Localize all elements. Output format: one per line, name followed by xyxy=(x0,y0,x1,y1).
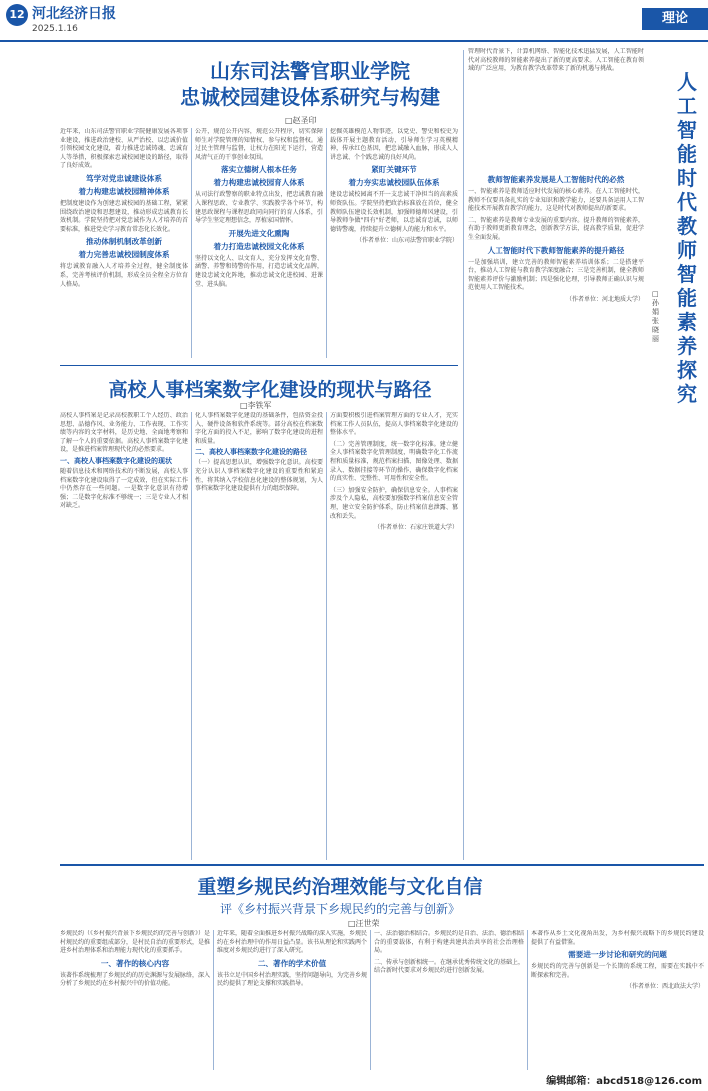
column-divider xyxy=(326,128,327,358)
article4-col1b-text: 该著作系统梳理了乡规民约的历史渊源与发展脉络，深入分析了乡规民约在乡村振兴中的价值功能。 xyxy=(60,971,210,988)
article1-col3b-text: 建设忠诚校园离不开一支忠诚干净担当的高素质师资队伍。学院坚持把政治标准放在首位，健全教师队伍建设长效机制，加强师德师风建设，引导教师争做"四有"好老师，以忠诚育忠诚，以师德铸警魂，持续提升立德树人的能力和水平。 xyxy=(330,191,458,233)
issue-date: 2025.1.16 xyxy=(32,24,78,34)
article4-subhead-b: 二、著作的学术价值 xyxy=(257,958,327,968)
article1-subhead-d: 开展先进文化熏陶 xyxy=(228,228,290,238)
article3-col1c-text: 二、智能素养是教师专业发展的重要内容。提升教师的智能素养，有助于教师更新教育理念，创新教学方法，提高教学质量，促进学生全面发展。 xyxy=(468,216,644,241)
article2-title: 高校人事档案数字化建设的现状与路径 xyxy=(108,379,432,401)
article1-subhead-e2: 着力夯实忠诚校园队伍体系 xyxy=(348,178,440,188)
article4-byline: □汪世荣 xyxy=(348,919,380,928)
article4-col4b-text: 乡规民约的完善与创新是一个长期的系统工程，需要在实践中不断探索和完善。 xyxy=(531,963,704,979)
column-divider xyxy=(213,930,214,1070)
article1-col1 xyxy=(60,128,188,358)
article4-title: 重塑乡规民约治理效能与文化自信 xyxy=(197,876,483,898)
article3-subhead-a: 教师智能素养发展是人工智能时代的必然 xyxy=(487,175,625,184)
article2-col3b-text: （二）完善管理制度，统一数字化标准。建立健全人事档案数字化管理制度，明确数字化工作流程和质量标准，规范档案扫描、图像处理、数据录入、数据挂接等环节的操作，确保数字化档案的真实性、完整性、可用性和安全性。 xyxy=(330,440,458,483)
article2-byline: □李铁军 xyxy=(240,401,272,410)
column-divider xyxy=(527,930,528,1070)
article2-col1-text: 高校人事档案是记录高校教职工个人经历、政治思想、品德作风、业务能力、工作表现、工作实绩等内容的文字材料，是历史地、全面地考察和了解一个人的重要依据。高校人事档案数字化建设，是推进档案管理现代化的必然要求。 xyxy=(60,412,188,454)
article4-subhead-c: 需要进一步讨论和研究的问题 xyxy=(568,950,667,960)
article3-subhead-b: 人工智能时代下教师智能素养的提升路径 xyxy=(487,245,625,255)
article1-title-line1: 山东司法警官职业学院 xyxy=(210,59,410,83)
article2-col3 xyxy=(330,412,458,860)
article1-col1-text: 近年来，山东司法警官职业学院健康发展各项事业建设，推进政治建校、从严治校、以忠诚价值引领校园文化建设，着力推进忠诚铸魂、忠诚育人等举措，积极探索忠诚校园建设的路径，取得了良好成效。 xyxy=(60,128,188,170)
column-divider xyxy=(370,930,371,1070)
article4-col4-text: 本著作从乡土文化视角出发，为乡村振兴战略下的乡规民约建设提供了有益借鉴。 xyxy=(531,930,704,946)
article4-col3-text: 一、法治德治相结合。乡规民约是自治、法治、德治相结合的重要载体，有利于构建共建共治共享的社会治理格局。 xyxy=(374,930,524,955)
article1-title-line2: 忠诚校园建设体系研究与构建 xyxy=(180,85,440,109)
article2-col1b-text: 随着信息技术和网络技术的不断发展，高校人事档案数字化建设取得了一定成效，但在实际工作中仍然存在一些问题。一是数字化意识有待增强；二是数字化标准不够统一；三是专业人才相对缺乏。 xyxy=(60,467,188,510)
page-number: 12 xyxy=(6,4,28,26)
article2-col1 xyxy=(60,412,188,860)
article3-col-top xyxy=(468,48,644,168)
column-divider xyxy=(191,128,192,358)
editor-email: 编辑邮箱：abcd518@126.com xyxy=(546,1076,702,1087)
article1-subhead-c: 落实立德树人根本任务 xyxy=(221,165,297,175)
article1-author-note: （作者单位：山东司法警官职业学院） xyxy=(355,237,458,245)
section-rule xyxy=(60,864,704,866)
article3-col1d-text: 一是加强培训，建立完善的教师智能素养培训体系；二是搭建平台，推动人工智能与教育教学深度融合；三是完善机制，健全教师智能素养评价与激励机制；四是强化伦理，引导教师正确认识与规范使用人工智能技术。 xyxy=(468,258,644,292)
article2-col3c-text: （三）加强安全防护，确保信息安全。人事档案涉及个人隐私，高校要加强数字档案信息安全管理，建立安全防护体系，防止档案信息泄露、篡改和丢失。 xyxy=(330,486,458,520)
article4-col1-text: 乡规民约（《乡村振兴背景下乡规民约的完善与创新》）是村规民约的重要组成部分，是村民自治的重要形式，是推进乡村治理体系和治理能力现代化的重要抓手。 xyxy=(60,930,210,955)
article2-col2-text: 化人事档案数字化建设的基础条件，包括资金投入、硬件设备和软件系统等。部分高校在档案数字化方面的投入不足，影响了数字化建设的进程和质量。 xyxy=(195,412,323,445)
section-tab: 理论 xyxy=(642,8,708,30)
article2-subhead-b: 二、高校人事档案数字化建设的路径 xyxy=(195,448,307,457)
paper-name: 河北经济日报 xyxy=(32,6,116,22)
article1-subhead-e: 紧盯关键环节 xyxy=(371,165,417,175)
article4-author-note: （作者单位：西北政法大学） xyxy=(625,983,704,991)
article1-subhead-a: 笃学对党忠诚建设体系 xyxy=(86,173,162,183)
article3-body xyxy=(468,172,644,860)
article1-subhead-c2: 着力构建忠诚校园育人体系 xyxy=(213,178,305,188)
article3-col1b-text: 一、智能素养是教师适应时代发展的核心素养。在人工智能时代，教师不仅要具备扎实的专业知识和教学能力，还要具备运用人工智能技术开展教育教学的能力，这是时代对教师提出的新要求。 xyxy=(468,188,644,213)
article1-subhead-d2: 着力打造忠诚校园文化体系 xyxy=(213,241,305,251)
article3-col1-text: 管理时代背景下，计算机网络、智能化技术迅猛发展，人工智能时代对高校教师的智能素养提出了新的更高要求。人工智能在教育领域的广泛应用，为教育教学改革带来了新的机遇与挑战。 xyxy=(468,48,644,73)
article1-title xyxy=(90,58,530,110)
article1-col2c-text: 坚持以文化人、以文育人，充分发挥文化育警、涵警、养警和铸警的作用，打造忠诚文化品牌，建设忠诚文化阵地，推动忠诚文化进校园、进课堂、进头脑。 xyxy=(195,254,323,288)
article1-subhead-b: 推动体制机制改革创新 xyxy=(86,237,162,247)
article1-col3 xyxy=(330,128,458,358)
article1-subhead-a2: 着力构建忠诚校园精神体系 xyxy=(78,186,170,196)
article3-title-block xyxy=(648,70,704,410)
article1-col3-text: 挖掘英雄模范人物事迹，以党史、警史和校史为载体开展主题教育活动，引导师生学习英模精神，传承红色基因，把忠诚融入血脉，形成人人讲忠诚、个个践忠诚的良好风尚。 xyxy=(330,128,458,161)
article2-subhead-a: 一、高校人事档案数字化建设的现状 xyxy=(60,456,172,465)
article4-col1 xyxy=(60,930,210,1070)
article1-byline: □赵圣印 xyxy=(285,116,317,125)
column-divider xyxy=(191,412,192,860)
article2-col3-text: 方面要积极引进档案管理方面的专业人才，充实档案工作人员队伍，提高人事档案数字化建设的整体水平。 xyxy=(330,412,458,437)
section-rule xyxy=(60,365,458,366)
article1-subhead-b2: 着力完善忠诚校园制度体系 xyxy=(78,250,170,260)
article4-col2b-text: 该书立足中国乡村治理实践，坚持问题导向，为完善乡规民约提供了理论支撑和实践指导。 xyxy=(217,971,367,988)
article2-author-note: （作者单位：石家庄铁道大学） xyxy=(373,524,458,532)
article4-col3b-text: 二、传承与创新相统一。在继承优秀传统文化的基础上，结合新时代要求对乡规民约进行创新发展。 xyxy=(374,958,524,975)
article1-col2 xyxy=(195,128,323,358)
article4-subtitle: 评《乡村振兴背景下乡规民约的完善与创新》 xyxy=(219,902,460,916)
article4-col4 xyxy=(531,930,704,1060)
article3-byline: □孙娟 张晓丽 xyxy=(652,290,659,343)
article3-author-note: （作者单位：河北地质大学） xyxy=(565,295,644,303)
article1-col1c-text: 将忠诚教育融入人才培养全过程，健全制度体系，完善考核评价机制，形成全员全程全方位育人格局。 xyxy=(60,263,188,288)
article2-col2b-text: （一）提高思想认识，增强数字化意识。高校要充分认识人事档案数字化建设的重要性和紧迫性，将其纳入学校信息化建设的整体规划，为人事档案数字化建设提供有力的组织保障。 xyxy=(195,459,323,493)
article3-title: 人工智能时代教师智能素养探究 xyxy=(677,70,697,406)
article2-col2 xyxy=(195,412,323,860)
article1-col2b-text: 从司法行政警察的职业特点出发，把忠诚教育融入课程思政、专业教学、实践教学各个环节，构建思政课程与课程思政同向同行的育人体系，引导学生坚定理想信念，厚植家国情怀。 xyxy=(195,191,323,225)
article4-col2-text: 近年来，随着全面推进乡村振兴战略的深入实施，乡规民约在乡村治理中的作用日益凸显。该书从理论和实践两个维度对乡规民约进行了深入研究。 xyxy=(217,930,367,955)
article4-col2 xyxy=(217,930,367,1070)
article1-col2-text: 公开，规范公开内容，规范公开程序，切实保障师生对学院管理的知情权、参与权和监督权。通过民主管理与监督，让权力在阳光下运行，营造风清气正的干事创业氛围。 xyxy=(195,128,323,161)
article1-col1b-text: 把制度建设作为创建忠诚校园的基础工程，紧紧围绕政治建设和思想建设，推动形成忠诚教育长效机制。学院坚持把对党忠诚作为人才培养的首要标准，推进党史学习教育常态化长效化。 xyxy=(60,199,188,233)
article4-subhead-a: 一、著作的核心内容 xyxy=(100,958,170,968)
column-divider xyxy=(326,412,327,860)
column-divider xyxy=(463,50,464,860)
article4-col3 xyxy=(374,930,524,1070)
